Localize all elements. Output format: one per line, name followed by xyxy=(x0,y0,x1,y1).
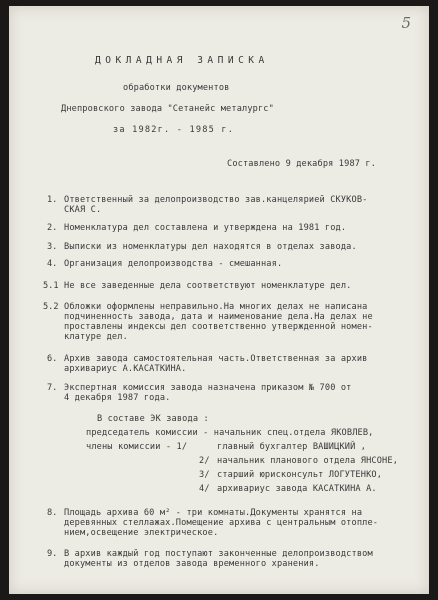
item-line: Организация делопроизводства - смешанная. xyxy=(64,259,283,269)
item-number: 5.2 xyxy=(43,302,59,312)
commission-member: старший юрисконсульт ЛОГУТЕНКО, xyxy=(217,470,383,480)
member-number: 3/ xyxy=(199,470,210,480)
item-number: 5.1 xyxy=(43,281,59,291)
item-number: 6. xyxy=(47,354,58,364)
composed-date: Составлено 9 декабря 1987 г. xyxy=(227,159,377,169)
item-line: В архив каждый год поступают законченные делопроизводством xyxy=(64,549,373,559)
commission-chair: председатель комиссии - начальник спец.отдела ЯКОВЛЕВ, xyxy=(86,428,374,438)
item-line: Выписки из номенклатуры дел находятся в отделах завода. xyxy=(64,242,357,252)
item-line: документы из отделов завода временного хранения. xyxy=(64,559,320,569)
item-number: 2. xyxy=(47,223,58,233)
member-number: 4/ xyxy=(199,484,210,494)
item-line: подчиненность завода, дата и наименование дела.На делах не xyxy=(64,312,373,322)
commission-heading: В составе ЭК завода : xyxy=(97,414,209,424)
commission-member: начальник планового отдела ЯНСОНЕ, xyxy=(217,456,399,466)
item-line: архивариус А.КАСАТКИНА. xyxy=(64,364,187,374)
item-line: Номенклатура дел составлена и утверждена на 1981 год. xyxy=(64,223,347,233)
item-number: 3. xyxy=(47,242,58,252)
member-number: 2/ xyxy=(199,456,210,466)
title-line-3: Днепровского завода "Сетанейс металургс" xyxy=(61,104,274,114)
item-line: Экспертная комиссия завода назначена приказом № 700 от xyxy=(64,383,352,393)
commission-members-prefix: члены комиссии - 1/ xyxy=(86,442,188,452)
title-line-2: обработки документов xyxy=(123,83,230,93)
item-number: 7. xyxy=(47,383,58,393)
item-number: 8. xyxy=(47,508,58,518)
page-number-mark: 5 xyxy=(401,14,411,32)
item-line: Архив завода самостоятельная часть.Ответственная за архив xyxy=(64,354,368,364)
title-line-4: за 1982г. - 1985 г. xyxy=(113,125,235,135)
item-line: нием,освещение электрическое. xyxy=(64,528,219,538)
document-title: ДОКЛАДНАЯ ЗАПИСКА xyxy=(95,55,269,66)
commission-member: главный бухгалтер ВАШИЦКИЙ , xyxy=(217,442,367,452)
item-line: клатуре дел. xyxy=(64,332,128,342)
item-line: проставлены индексы дел соответственно утвержденной номен- xyxy=(64,322,373,332)
item-line: Не все заведенные дела соответствуют номенклатуре дел. xyxy=(64,281,352,291)
item-line: 4 декабря 1987 года. xyxy=(64,393,171,403)
item-line: Обложки оформлены неправильно.На многих делах не написана xyxy=(64,302,368,312)
item-line: СКАЯ С. xyxy=(64,205,102,215)
item-number: 1. xyxy=(47,195,58,205)
commission-member: архивариус завода КАСАТКИНА А. xyxy=(217,484,377,494)
item-line: Ответственный за делопроизводство зав.канцелярией СКУКОВ- xyxy=(64,195,368,205)
item-number: 9. xyxy=(47,549,58,559)
item-line: деревянных стеллажах.Помещение архива с центральным отопле- xyxy=(64,518,379,528)
item-line: Площадь архива 60 м² - три комнаты.Документы хранятся на xyxy=(64,508,363,518)
item-number: 4. xyxy=(47,259,58,269)
document-page xyxy=(9,6,429,594)
